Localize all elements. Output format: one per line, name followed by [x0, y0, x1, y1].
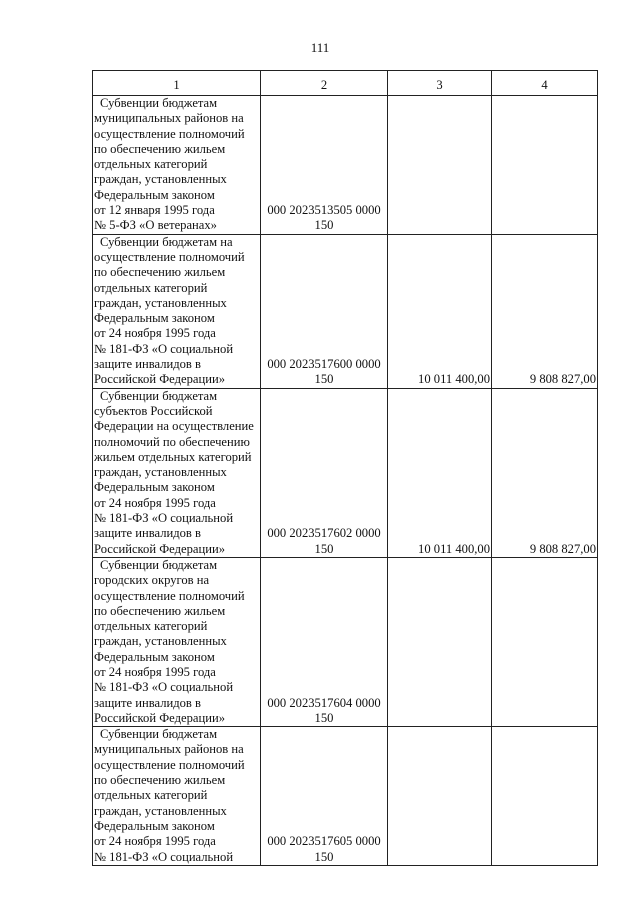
code-line: 000 2023513505 0000 — [267, 203, 381, 218]
description-line: муниципальных районов на — [94, 111, 244, 126]
description-line: от 24 ноября 1995 года — [94, 326, 216, 341]
description-cell — [93, 96, 261, 235]
description-line: Российской Федерации» — [94, 372, 225, 387]
description-line: Федеральным законом — [94, 311, 215, 326]
description-line: по обеспечению жильем — [94, 265, 226, 280]
description-line: Субвенции бюджетам на — [100, 234, 233, 249]
code-line: 150 — [314, 372, 334, 387]
amount-cell-col4: 9 808 827,00 — [492, 388, 598, 557]
description-line: субъектов Российской — [94, 403, 213, 418]
description-line: Федерации на осуществление — [94, 419, 254, 434]
description-line: № 5-ФЗ «О ветеранах» — [94, 218, 217, 233]
description-line: от 24 ноября 1995 года — [94, 664, 216, 679]
code-line: 150 — [314, 849, 334, 864]
amount-cell-col3 — [388, 557, 492, 726]
description-cell — [93, 388, 261, 557]
description-line: защите инвалидов в — [94, 357, 201, 372]
description-line: № 181-ФЗ «О социальной — [94, 511, 234, 526]
amount-cell-col4 — [492, 96, 598, 235]
description-line: № 181-ФЗ «О социальной — [94, 341, 234, 356]
description-line: от 24 ноября 1995 года — [94, 834, 216, 849]
code-cell — [261, 388, 388, 557]
description-line: полномочий по обеспечению — [94, 434, 250, 449]
description-line: от 12 января 1995 года — [94, 203, 215, 218]
table-row — [93, 727, 598, 866]
description-line: Федеральным законом — [94, 480, 215, 495]
description-line: Субвенции бюджетам — [100, 96, 218, 110]
description-line: Субвенции бюджетам — [100, 727, 218, 742]
code-line: 000 2023517604 0000 — [267, 695, 381, 710]
description-line: граждан, установленных — [94, 172, 227, 187]
amount-cell-col4: 9 808 827,00 — [492, 234, 598, 388]
amount-cell-col4 — [492, 727, 598, 866]
amount-cell-col3 — [388, 727, 492, 866]
description-line: Федеральным законом — [94, 818, 215, 833]
description-line: осуществление полномочий — [94, 757, 245, 772]
description-line: Субвенции бюджетам — [100, 388, 218, 403]
description-line: жильем отдельных категорий — [94, 449, 252, 464]
description-line: граждан, установленных — [94, 295, 227, 310]
table-row — [93, 388, 598, 557]
column-header: 4 — [492, 71, 598, 96]
description-line: отдельных категорий — [94, 619, 208, 634]
code-cell — [261, 727, 388, 866]
description-line: отдельных категорий — [94, 157, 208, 172]
code-line: 000 2023517605 0000 — [267, 834, 381, 849]
description-cell — [93, 727, 261, 866]
description-line: граждан, установленных — [94, 465, 227, 480]
code-cell — [261, 96, 388, 235]
column-header: 3 — [388, 71, 492, 96]
amount-cell-col4 — [492, 557, 598, 726]
description-line: Российской Федерации» — [94, 541, 225, 556]
table-row — [93, 234, 598, 388]
description-line: городских округов на — [94, 573, 210, 588]
description-line: осуществление полномочий — [94, 126, 245, 141]
budget-table — [92, 70, 598, 866]
page-number: 111 — [310, 40, 330, 55]
description-line: муниципальных районов на — [94, 742, 244, 757]
table-body — [93, 96, 598, 866]
description-line: защите инвалидов в — [94, 695, 201, 710]
code-line: 000 2023517602 0000 — [267, 526, 381, 541]
description-line: Федеральным законом — [94, 187, 215, 202]
description-line: граждан, установленных — [94, 803, 227, 818]
description-line: по обеспечению жильем — [94, 603, 226, 618]
description-cell — [93, 557, 261, 726]
description-line: осуществление полномочий — [94, 249, 245, 264]
code-line: 150 — [314, 218, 334, 233]
code-cell — [261, 234, 388, 388]
amount-cell-col3: 10 011 400,00 — [388, 234, 492, 388]
description-line: граждан, установленных — [94, 634, 227, 649]
description-cell — [93, 234, 261, 388]
description-line: отдельных категорий — [94, 788, 208, 803]
header-row — [93, 71, 598, 96]
description-line: Субвенции бюджетам — [100, 557, 218, 572]
description-line: № 181-ФЗ «О социальной — [94, 849, 234, 864]
description-line: Федеральным законом — [94, 649, 215, 664]
column-header: 1 — [93, 71, 261, 96]
description-line: по обеспечению жильем — [94, 141, 226, 156]
code-line: 150 — [314, 541, 334, 556]
description-line: осуществление полномочий — [94, 588, 245, 603]
column-header: 2 — [261, 71, 388, 96]
code-line: 150 — [314, 710, 334, 725]
table-row — [93, 557, 598, 726]
description-line: отдельных категорий — [94, 280, 208, 295]
description-line: от 24 ноября 1995 года — [94, 495, 216, 510]
amount-cell-col3: 10 011 400,00 — [388, 388, 492, 557]
description-line: по обеспечению жильем — [94, 773, 226, 788]
description-line: № 181-ФЗ «О социальной — [94, 680, 234, 695]
table-row — [93, 96, 598, 235]
code-cell — [261, 557, 388, 726]
code-line: 000 2023517600 0000 — [267, 357, 381, 372]
amount-cell-col3 — [388, 96, 492, 235]
description-line: защите инвалидов в — [94, 526, 201, 541]
description-line: Российской Федерации» — [94, 710, 225, 725]
